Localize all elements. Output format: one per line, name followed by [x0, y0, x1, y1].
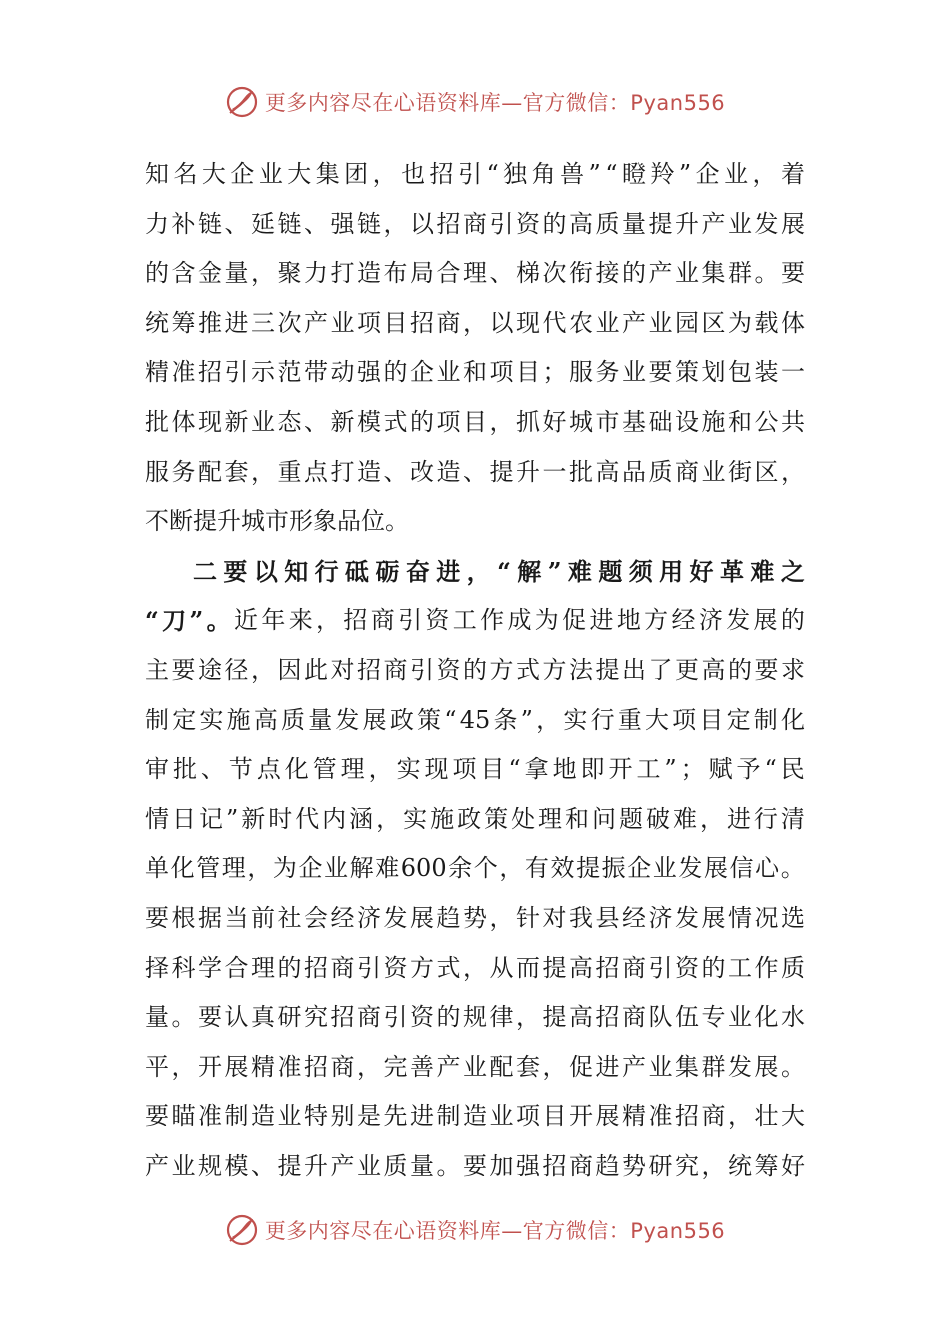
- text-line: 要 根 据 当 前 社 会 经 济 发 展 趋 势 ， 针 对 我 县 经 济 发 展 情 况 选: [145, 903, 805, 932]
- text-line: 单 化 管 理 ， 为 企 业 解 难 600 余 个 ， 有 效 提 振 企 业 发 展 信 心 。: [145, 854, 805, 883]
- text-line: 服 务 配 套 ， 重 点 打 造 、 改 造 、 提 升 一 批 高 品 质 商 业 街 区 ，: [145, 457, 805, 486]
- text-line: 择 科 学 合 理 的 招 商 引 资 方 式 ， 从 而 提 高 招 商 引 资 的 工 作 质: [145, 953, 805, 982]
- text-line: 平 ， 开 展 精 准 招 商 ， 完 善 产 业 配 套 ， 促 进 产 业 集 群 发 展 。: [145, 1052, 805, 1081]
- watermark-footer: [0, 1210, 950, 1250]
- watermark-text: 更多内容尽在心语资料库—官方微信：Pyan556: [264, 91, 726, 115]
- text-line: 情 日 记 ” 新 时 代 内 涵 ， 实 施 政 策 处 理 和 问 题 破 难 ， 进 行 清: [145, 804, 805, 833]
- text-line: 精 准 招 引 示 范 带 动 强 的 企 业 和 项 目 ； 服 务 业 要 策 划 包 装 一: [145, 358, 805, 387]
- watermark-header: [0, 82, 950, 122]
- text-line: 量 。 要 认 真 研 究 招 商 引 资 的 规 律 ， 提 高 招 商 队 伍 专 业 化 水: [145, 1003, 805, 1032]
- text-line: 要 瞄 准 制 造 业 特 别 是 先 进 制 造 业 项 目 开 展 精 准 招 商 ， 壮 大: [145, 1102, 805, 1131]
- pen-quill-logo-icon: [225, 1213, 259, 1247]
- document-body: [145, 150, 805, 1191]
- text-line: 主 要 途 径 ， 因 此 对 招 商 引 资 的 方 式 方 法 提 出 了 更 高 的 要 求: [145, 655, 805, 684]
- pen-quill-logo-icon: [225, 85, 259, 119]
- text-line: 知 名 大 企 业 大 集 团 ， 也 招 引 “ 独 角 兽 ” “ 瞪 羚 ” 企 业 ， 着: [145, 160, 805, 188]
- text-line: 制 定 实 施 高 质 量 发 展 政 策 “ 45 条 ” ， 实 行 重 大 项 目 定 制 化: [145, 705, 805, 734]
- text-line: “ 刀 ” 。 近 年 来 ， 招 商 引 资 工 作 成 为 促 进 地 方 经 济 发 展 的: [145, 606, 805, 636]
- text-line: 审 批 、 节 点 化 管 理 ， 实 现 项 目 “ 拿 地 即 开 工 ” ； 赋 予 “ 民: [145, 755, 805, 784]
- watermark-text: 更多内容尽在心语资料库—官方微信：Pyan556: [264, 1219, 726, 1243]
- text-line: 二 要 以 知 行 砥 砺 奋 进 ， “ 解 ” 难 题 须 用 好 革 难 之: [193, 556, 805, 586]
- text-line: 力 补 链 、 延 链 、 强 链 ， 以 招 商 引 资 的 高 质 量 提 升 产 业 发 展: [145, 209, 805, 238]
- text-line: 的 含 金 量 ， 聚 力 打 造 布 局 合 理 、 梯 次 衔 接 的 产 业 集 群 。 要: [145, 259, 805, 288]
- text-line: 批 体 现 新 业 态 、 新 模 式 的 项 目 ， 抓 好 城 市 基 础 设 施 和 公 共: [145, 407, 805, 436]
- text-line: 不 断 提 升 城 市 形 象 品 位 。: [145, 507, 409, 536]
- text-line: 统 筹 推 进 三 次 产 业 项 目 招 商 ， 以 现 代 农 业 产 业 园 区 为 载 体: [145, 308, 805, 337]
- text-line: 产 业 规 模 、 提 升 产 业 质 量 。 要 加 强 招 商 趋 势 研 究 ， 统 筹 好: [145, 1151, 805, 1180]
